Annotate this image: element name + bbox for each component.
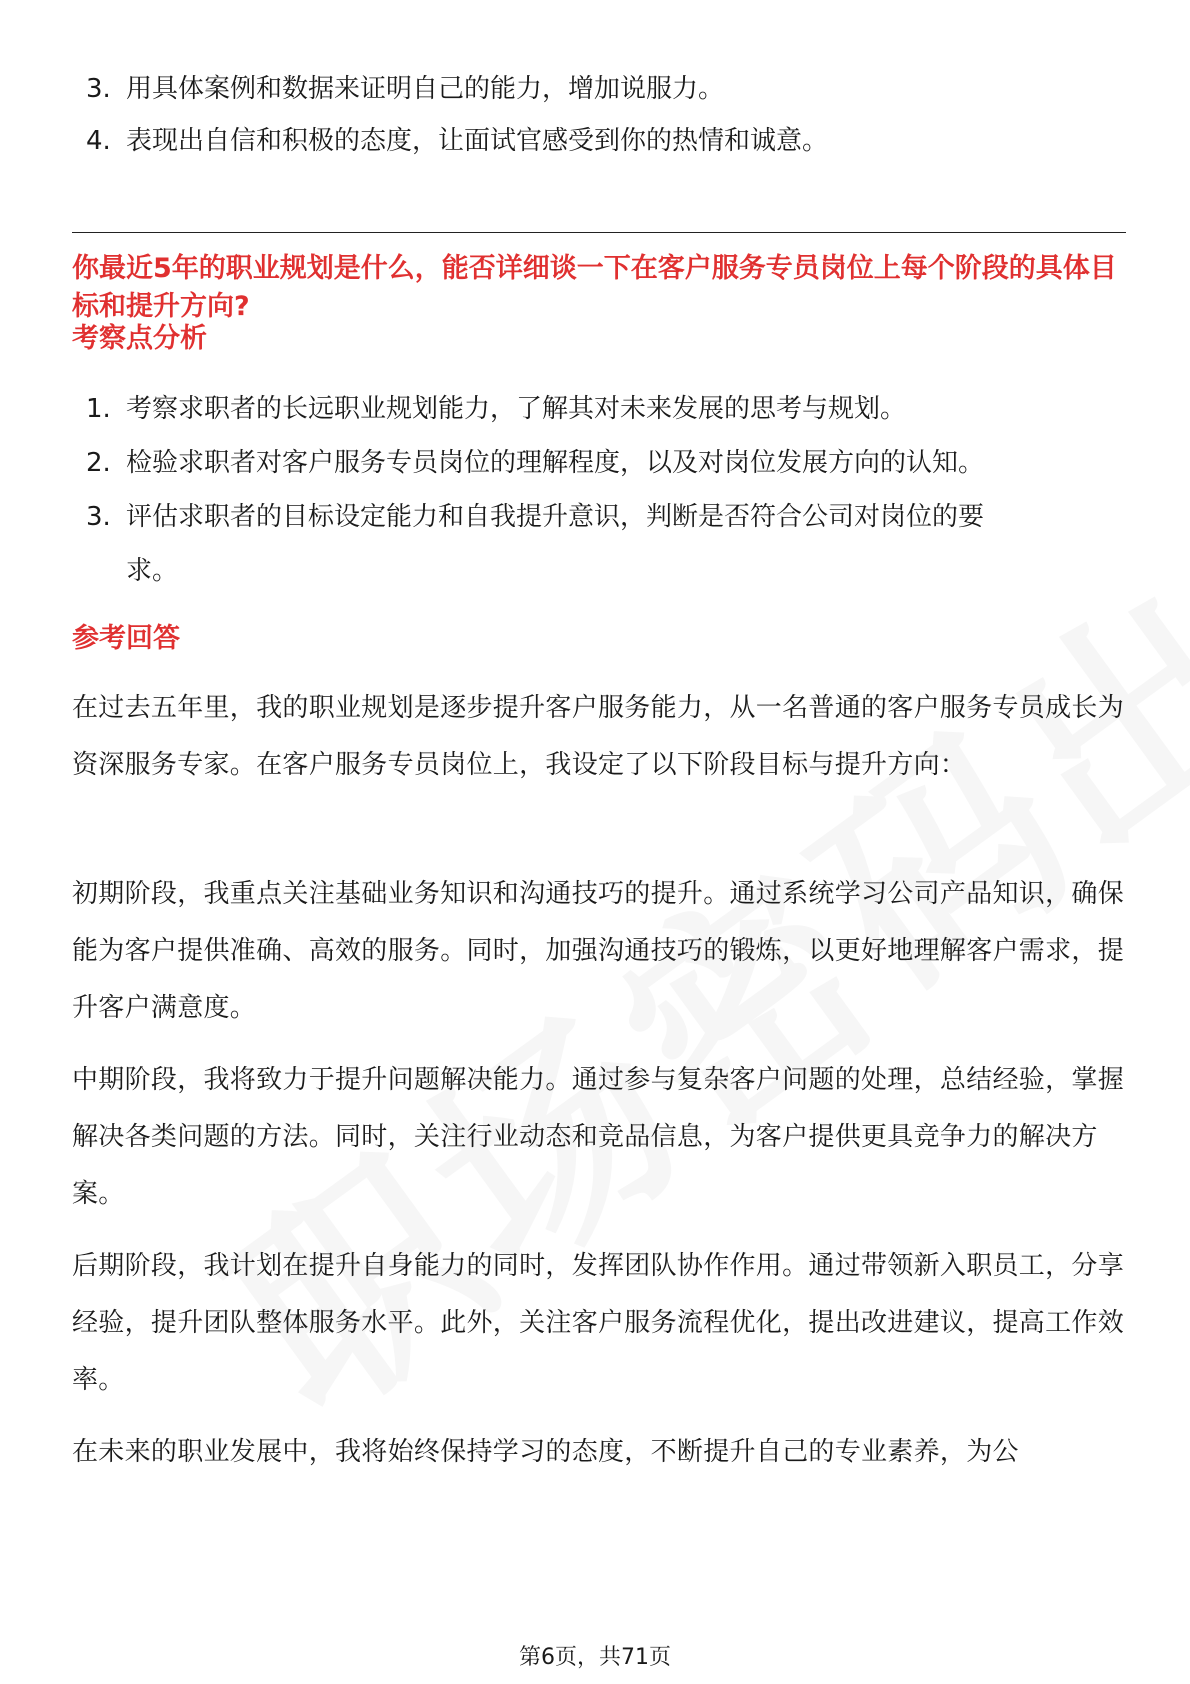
list-text: 表现出自信和积极的态度，让面试官感受到你的热情和诚意。 bbox=[126, 126, 829, 156]
divider bbox=[72, 232, 1126, 233]
list-text: 检验求职者对客户服务专员岗位的理解程度，以及对岗位发展方向的认知。 bbox=[126, 448, 985, 478]
list-number: 2. bbox=[86, 448, 111, 478]
list-text: 用具体案例和数据来证明自己的能力，增加说服力。 bbox=[126, 74, 725, 104]
list-number: 1. bbox=[86, 394, 111, 424]
answer-paragraph: 后期阶段，我计划在提升自身能力的同时，发挥团队协作作用。通过带领新入职员工，分享经验，提升团队整体服务水平。此外，关注客户服务流程优化，提出改进建议，提高工作效率。 bbox=[72, 1251, 1125, 1395]
answer-paragraph: 在过去五年里，我的职业规划是逐步提升客户服务能力，从一名普通的客户服务专员成长为资深服务专家。在客户服务专员岗位上，我设定了以下阶段目标与提升方向： bbox=[72, 693, 1125, 780]
list-text: 考察求职者的长远职业规划能力，了解其对未来发展的思考与规划。 bbox=[126, 394, 907, 424]
answer-paragraph: 中期阶段，我将致力于提升问题解决能力。通过参与复杂客户问题的处理，总结经验，掌握解决各类问题的方法。同时，关注行业动态和竞品信息，为客户提供更具竞争力的解决方案。 bbox=[72, 1065, 1125, 1209]
answer-heading: 参考回答 bbox=[72, 623, 180, 654]
question-heading: 你最近5年的职业规划是什么，能否详细谈一下在客户服务专员岗位上每个阶段的具体目标和提升方向? bbox=[72, 253, 1117, 322]
answer-paragraph: 初期阶段，我重点关注基础业务知识和沟通技巧的提升。通过系统学习公司产品知识，确保能为客户提供准确、高效的服务。同时，加强沟通技巧的锻炼，以更好地理解客户需求，提升客户满意度。 bbox=[72, 879, 1125, 1023]
list-number: 4. bbox=[86, 126, 111, 156]
answer-paragraph: 在未来的职业发展中，我将始终保持学习的态度，不断提升自己的专业素养，为公 bbox=[72, 1437, 1019, 1467]
analysis-heading: 考察点分析 bbox=[72, 323, 207, 354]
list-text: 评估求职者的目标设定能力和自我提升意识，判断是否符合公司对岗位的要 bbox=[126, 502, 985, 532]
list-text: 求。 bbox=[126, 556, 179, 586]
list-number: 3. bbox=[86, 74, 111, 104]
page-footer: 第6页，共71页 bbox=[519, 1645, 671, 1670]
list-number: 3. bbox=[86, 502, 111, 532]
